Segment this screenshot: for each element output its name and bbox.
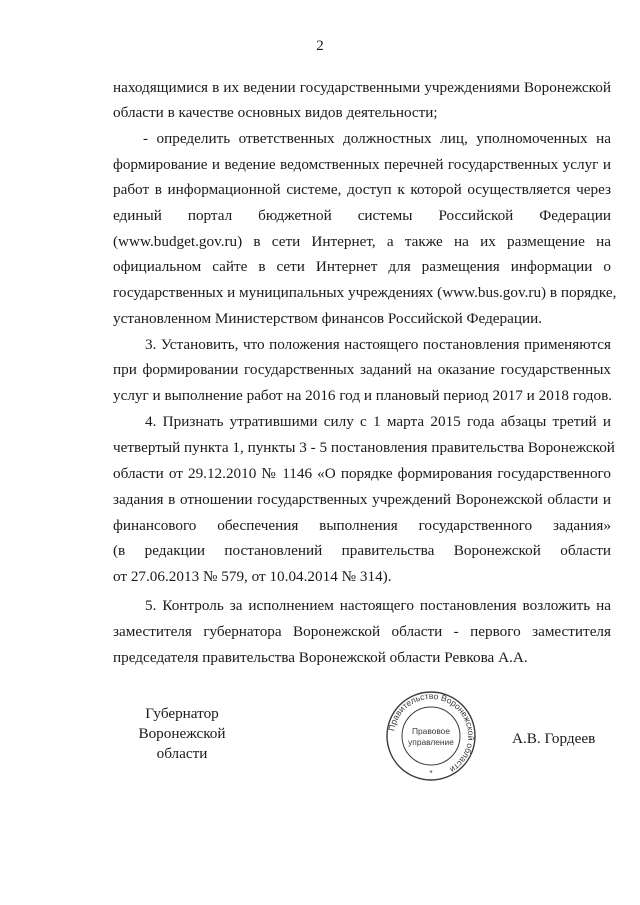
body-line: 5. Контроль за исполнением настоящего постановления возложить на bbox=[145, 597, 611, 614]
body-line: (www.budget.gov.ru) в сети Интернет, а также на их размещение на bbox=[113, 233, 611, 250]
stamp-inner-ring bbox=[402, 707, 460, 765]
body-line: 3. Установить, что положения настоящего постановления применяются bbox=[145, 336, 611, 353]
body-line: единый портал бюджетной системы Российской Федерации bbox=[113, 207, 611, 224]
body-line: официальном сайте в сети Интернет для размещения информации о bbox=[113, 258, 611, 275]
body-line: от 27.06.2013 № 579, от 10.04.2014 № 314). bbox=[113, 568, 392, 585]
body-line: 4. Признать утратившими силу с 1 марта 2015 года абзацы третий и bbox=[145, 413, 611, 430]
stamp-star: * bbox=[429, 769, 433, 778]
body-line: финансового обеспечения выполнения государственного задания» bbox=[113, 517, 611, 534]
body-line: четвертый пункта 1, пункты 3 - 5 постановления правительства Воронежской bbox=[113, 439, 615, 456]
signatory-name: А.В. Гордеев bbox=[512, 730, 596, 747]
body-line: государственных и муниципальных учреждениях (www.bus.gov.ru) в порядке, bbox=[113, 284, 617, 301]
page-number: 2 bbox=[316, 38, 324, 54]
stamp-outer-text: Правительство Воронежской области bbox=[386, 690, 477, 775]
body-line: заместителя губернатора Воронежской области - первого заместителя bbox=[113, 623, 611, 640]
body-line: услуг и выполнение работ на 2016 год и плановый период 2017 и 2018 годов. bbox=[113, 387, 613, 404]
stamp-inner-line2: управление bbox=[408, 737, 454, 747]
body-line: председателя правительства Воронежской области Ревкова А.А. bbox=[113, 649, 528, 666]
body-line: установленном Министерством финансов Российской Федерации. bbox=[113, 310, 543, 327]
body-line: при формировании государственных заданий на оказание государственных bbox=[113, 361, 611, 378]
body-line: формирование и ведение ведомственных перечней государственных услуг и bbox=[113, 156, 611, 173]
body-line: работ в информационной системе, доступ к которой осуществляется через bbox=[113, 181, 611, 198]
stamp-inner-line1: Правовое bbox=[411, 726, 451, 736]
body-line: области от 29.12.2010 № 1146 «О порядке формирования государственного bbox=[113, 465, 611, 482]
body-line: - определить ответственных должностных лиц, уполномоченных на bbox=[143, 130, 611, 147]
body-line: (в редакции постановлений правительства Воронежской области bbox=[113, 542, 611, 559]
signatory-title-line1: Губернатор bbox=[145, 705, 219, 722]
body-line: области в качестве основных видов деятельности; bbox=[113, 104, 438, 121]
body-line: находящимися в их ведении государственными учреждениями Воронежской bbox=[113, 79, 611, 96]
body-line: задания в отношении государственных учреждений Воронежской области и bbox=[113, 491, 611, 508]
official-stamp bbox=[385, 690, 477, 782]
signatory-title-line2: Воронежской области bbox=[138, 725, 226, 762]
